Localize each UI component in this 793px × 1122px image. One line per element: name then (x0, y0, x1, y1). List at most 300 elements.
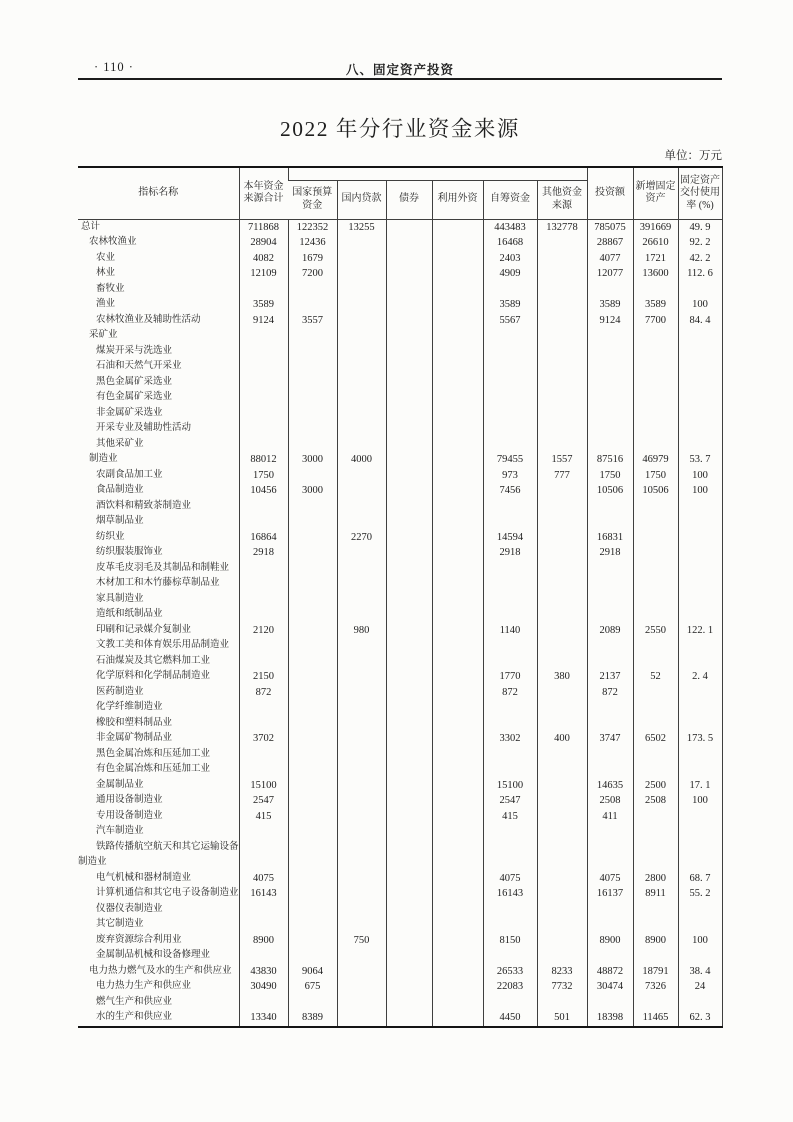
cell (587, 654, 633, 670)
cell (386, 762, 432, 778)
cell (432, 917, 483, 933)
cell: 87516 (587, 452, 633, 468)
cell (239, 344, 288, 360)
cell: 400 (537, 731, 587, 747)
table-row (78, 282, 722, 298)
cell (432, 964, 483, 980)
row-label: 铁路传播航空航天和其它运输设备制造业 (78, 841, 239, 867)
cell: 973 (483, 468, 537, 484)
cell (537, 576, 587, 592)
row-label: 煤炭开采与洗选业 (96, 345, 173, 356)
cell (239, 592, 288, 608)
cell (386, 638, 432, 654)
cell (337, 282, 386, 298)
cell: 26610 (633, 235, 678, 251)
row-label: 酒饮料和精致茶制造业 (96, 500, 192, 511)
cell (537, 886, 587, 902)
column-header-fixed-asset-delivery-rate: 固定资产交付使用率 (%) (678, 167, 722, 219)
cell: 2547 (483, 793, 537, 809)
table-row (78, 917, 722, 933)
cell: 2500 (633, 778, 678, 794)
cell (386, 483, 432, 499)
cell (633, 344, 678, 360)
cell (483, 716, 537, 732)
cell (337, 607, 386, 623)
cell (633, 654, 678, 670)
cell (633, 716, 678, 732)
cell (432, 297, 483, 313)
cell (483, 421, 537, 437)
cell (239, 995, 288, 1011)
cell (678, 685, 722, 701)
table-row (78, 375, 722, 391)
cell (288, 700, 337, 716)
row-label: 化学纤维制造业 (96, 702, 163, 712)
cell (537, 840, 587, 871)
cell (386, 468, 432, 484)
cell (239, 902, 288, 918)
cell (537, 483, 587, 499)
cell (633, 282, 678, 298)
cell: 2800 (633, 871, 678, 887)
row-label: 非金属矿物制品业 (96, 733, 173, 743)
cell: 2918 (483, 545, 537, 561)
cell (678, 948, 722, 964)
cell (337, 654, 386, 670)
cell: 18398 (587, 1010, 633, 1027)
table-row (78, 313, 722, 329)
cell (386, 313, 432, 329)
cell (587, 995, 633, 1011)
cell (633, 530, 678, 546)
cell (239, 514, 288, 530)
cell (288, 561, 337, 577)
cell (537, 406, 587, 422)
cell: 4909 (483, 266, 537, 282)
cell: 872 (239, 685, 288, 701)
cell (537, 421, 587, 437)
cell: 10456 (239, 483, 288, 499)
cell (432, 576, 483, 592)
table-row (78, 328, 722, 344)
column-header-other-funds: 其他资金来源 (537, 180, 587, 219)
cell (678, 499, 722, 515)
cell: 2547 (239, 793, 288, 809)
row-label: 家具制造业 (96, 593, 144, 604)
cell: 4075 (239, 871, 288, 887)
cell: 2508 (633, 793, 678, 809)
cell (483, 654, 537, 670)
cell: 501 (537, 1010, 587, 1027)
row-label: 金属制品机械和设备修理业 (96, 950, 211, 960)
cell (432, 437, 483, 453)
page-number: · 110 · (94, 60, 134, 74)
cell: 28904 (239, 235, 288, 251)
cell (337, 824, 386, 840)
cell: 100 (678, 793, 722, 809)
cell: 2120 (239, 623, 288, 639)
cell: 711868 (239, 219, 288, 235)
cell (386, 390, 432, 406)
cell: 8233 (537, 964, 587, 980)
running-head (78, 58, 722, 80)
cell (288, 762, 337, 778)
cell: 12109 (239, 266, 288, 282)
cell (483, 762, 537, 778)
row-label: 木材加工和木竹藤棕草制品业 (96, 578, 220, 588)
cell: 2403 (483, 251, 537, 267)
cell (288, 530, 337, 546)
cell (633, 406, 678, 422)
row-label: 食品制造业 (96, 485, 144, 495)
cell: 4450 (483, 1010, 537, 1027)
cell: 53. 7 (678, 452, 722, 468)
cell (537, 359, 587, 375)
row-label: 农副食品加工业 (96, 469, 163, 480)
cell (337, 576, 386, 592)
cell: 1750 (633, 468, 678, 484)
cell (288, 793, 337, 809)
cell: 2137 (587, 669, 633, 685)
cell (337, 685, 386, 701)
cell (587, 762, 633, 778)
cell (337, 948, 386, 964)
table-row (78, 747, 722, 763)
cell: 7732 (537, 979, 587, 995)
cell: 30490 (239, 979, 288, 995)
cell (432, 979, 483, 995)
cell (386, 282, 432, 298)
cell (537, 995, 587, 1011)
cell (386, 902, 432, 918)
cell (432, 219, 483, 235)
row-label: 汽车制造业 (96, 826, 144, 836)
cell (337, 545, 386, 561)
cell (633, 421, 678, 437)
cell (678, 344, 722, 360)
cell (678, 824, 722, 840)
cell: 46979 (633, 452, 678, 468)
cell (537, 545, 587, 561)
table-row (78, 359, 722, 375)
row-label: 文教工美和体育娱乐用品制造业 (96, 640, 230, 650)
row-label: 农林牧渔业 (89, 237, 137, 247)
cell (633, 499, 678, 515)
cell (432, 282, 483, 298)
row-label: 电气机械和器材制造业 (96, 872, 192, 883)
cell: 7200 (288, 266, 337, 282)
cell (288, 747, 337, 763)
cell (386, 778, 432, 794)
cell (432, 452, 483, 468)
row-label: 其它制造业 (96, 919, 144, 929)
cell: 1679 (288, 251, 337, 267)
cell (537, 607, 587, 623)
row-label: 石油煤炭及其它燃料加工业 (96, 655, 211, 666)
unit-label: 单位：万元 (664, 150, 722, 162)
table-row (78, 483, 722, 499)
row-label: 皮革毛皮羽毛及其制品和制鞋业 (96, 562, 230, 573)
cell (678, 359, 722, 375)
cell (537, 778, 587, 794)
cell (678, 638, 722, 654)
cell (678, 700, 722, 716)
header-group-row (78, 167, 722, 180)
cell (678, 902, 722, 918)
cell (633, 685, 678, 701)
cell: 28867 (587, 235, 633, 251)
cell (432, 251, 483, 267)
cell (483, 824, 537, 840)
cell (386, 917, 432, 933)
cell (483, 995, 537, 1011)
cell: 5567 (483, 313, 537, 329)
cell (386, 654, 432, 670)
cell (288, 545, 337, 561)
cell: 785075 (587, 219, 633, 235)
cell (633, 762, 678, 778)
cell (633, 359, 678, 375)
cell (386, 359, 432, 375)
cell (337, 995, 386, 1011)
cell (239, 654, 288, 670)
cell (537, 902, 587, 918)
cell (337, 266, 386, 282)
cell (288, 886, 337, 902)
cell (386, 561, 432, 577)
row-label: 电力热力燃气及水的生产和供应业 (89, 965, 232, 976)
cell: 11465 (633, 1010, 678, 1027)
cell: 92. 2 (678, 235, 722, 251)
cell (587, 375, 633, 391)
cell: 2508 (587, 793, 633, 809)
cell (483, 375, 537, 391)
table-row (78, 235, 722, 251)
cell (386, 886, 432, 902)
cell: 2918 (239, 545, 288, 561)
cell (483, 917, 537, 933)
cell: 2089 (587, 623, 633, 639)
cell (239, 747, 288, 763)
cell: 100 (678, 297, 722, 313)
cell (386, 297, 432, 313)
column-header-new-fixed-assets: 新增固定资产 (633, 167, 678, 219)
table-row (78, 344, 722, 360)
table-row (78, 638, 722, 654)
cell (537, 266, 587, 282)
cell: 3302 (483, 731, 537, 747)
row-label: 专用设备制造业 (96, 810, 163, 821)
table-row (78, 716, 722, 732)
cell: 62. 3 (678, 1010, 722, 1027)
cell (386, 530, 432, 546)
cell: 2918 (587, 545, 633, 561)
cell (432, 762, 483, 778)
cell (678, 421, 722, 437)
cell (337, 313, 386, 329)
cell (337, 778, 386, 794)
table-row (78, 390, 722, 406)
cell (432, 344, 483, 360)
cell: 84. 4 (678, 313, 722, 329)
cell (288, 499, 337, 515)
cell (239, 638, 288, 654)
funds-source-group-spacer (288, 167, 587, 180)
table-row (78, 824, 722, 840)
cell: 4075 (587, 871, 633, 887)
cell (288, 948, 337, 964)
cell: 79455 (483, 452, 537, 468)
cell: 112. 6 (678, 266, 722, 282)
cell: 1770 (483, 669, 537, 685)
cell (587, 917, 633, 933)
cell (587, 592, 633, 608)
table-row (78, 266, 722, 282)
cell (678, 747, 722, 763)
cell (432, 716, 483, 732)
cell (633, 592, 678, 608)
cell (587, 328, 633, 344)
cell (587, 282, 633, 298)
cell (537, 235, 587, 251)
cell (633, 809, 678, 825)
cell: 1750 (587, 468, 633, 484)
row-label: 废弃资源综合利用业 (96, 934, 182, 945)
cell (633, 561, 678, 577)
table-row (78, 297, 722, 313)
row-label: 纺织业 (96, 531, 125, 542)
cell: 2. 4 (678, 669, 722, 685)
cell (239, 421, 288, 437)
cell (483, 344, 537, 360)
cell: 16468 (483, 235, 537, 251)
cell: 391669 (633, 219, 678, 235)
cell (432, 623, 483, 639)
cell (678, 390, 722, 406)
cell (537, 716, 587, 732)
table-row (78, 933, 722, 949)
table-row (78, 437, 722, 453)
table-row (78, 778, 722, 794)
cell (432, 421, 483, 437)
cell: 12436 (288, 235, 337, 251)
cell (386, 219, 432, 235)
cell (432, 809, 483, 825)
row-label: 仪器仪表制造业 (96, 903, 163, 914)
cell: 38. 4 (678, 964, 722, 980)
cell (288, 421, 337, 437)
cell: 10506 (587, 483, 633, 499)
cell (288, 406, 337, 422)
cell (537, 251, 587, 267)
cell (432, 638, 483, 654)
table-row (78, 530, 722, 546)
cell (633, 824, 678, 840)
cell (239, 437, 288, 453)
row-label: 采矿业 (89, 330, 118, 340)
cell (239, 762, 288, 778)
cell (678, 530, 722, 546)
cell (432, 328, 483, 344)
cell (386, 824, 432, 840)
row-label: 农业 (96, 252, 116, 263)
cell: 4082 (239, 251, 288, 267)
row-label: 印刷和记录媒介复制业 (96, 624, 192, 635)
cell: 17. 1 (678, 778, 722, 794)
cell (386, 421, 432, 437)
table-row (78, 561, 722, 577)
cell (432, 266, 483, 282)
cell (337, 359, 386, 375)
cell (432, 793, 483, 809)
cell (337, 809, 386, 825)
cell (386, 793, 432, 809)
cell (432, 499, 483, 515)
row-label: 金属制品业 (96, 779, 144, 790)
cell (483, 328, 537, 344)
cell (483, 948, 537, 964)
cell (678, 328, 722, 344)
cell (288, 468, 337, 484)
cell: 88012 (239, 452, 288, 468)
cell: 8900 (587, 933, 633, 949)
cell: 16864 (239, 530, 288, 546)
cell (337, 762, 386, 778)
cell (386, 251, 432, 267)
cell (288, 359, 337, 375)
cell (337, 700, 386, 716)
cell: 13255 (337, 219, 386, 235)
cell: 15100 (483, 778, 537, 794)
cell (386, 716, 432, 732)
cell (537, 948, 587, 964)
cell: 13340 (239, 1010, 288, 1027)
cell (386, 979, 432, 995)
table-row (78, 886, 722, 902)
cell (432, 840, 483, 871)
cell (483, 437, 537, 453)
cell (386, 809, 432, 825)
cell (239, 607, 288, 623)
cell (239, 499, 288, 515)
cell (587, 406, 633, 422)
table-row (78, 840, 722, 871)
cell (633, 747, 678, 763)
cell (587, 561, 633, 577)
cell (678, 716, 722, 732)
cell: 9124 (239, 313, 288, 329)
cell (432, 390, 483, 406)
cell: 7700 (633, 313, 678, 329)
cell (537, 809, 587, 825)
cell (288, 344, 337, 360)
cell: 7326 (633, 979, 678, 995)
cell (432, 948, 483, 964)
row-label: 石油和天然气开采业 (96, 361, 182, 371)
row-label: 燃气生产和供应业 (96, 996, 173, 1007)
cell (432, 669, 483, 685)
cell (537, 700, 587, 716)
cell (386, 871, 432, 887)
cell: 8900 (633, 933, 678, 949)
cell (337, 468, 386, 484)
cell: 8389 (288, 1010, 337, 1027)
cell: 100 (678, 468, 722, 484)
cell (337, 561, 386, 577)
row-label: 有色金属矿采选业 (96, 392, 173, 402)
cell: 48872 (587, 964, 633, 980)
cell (432, 747, 483, 763)
